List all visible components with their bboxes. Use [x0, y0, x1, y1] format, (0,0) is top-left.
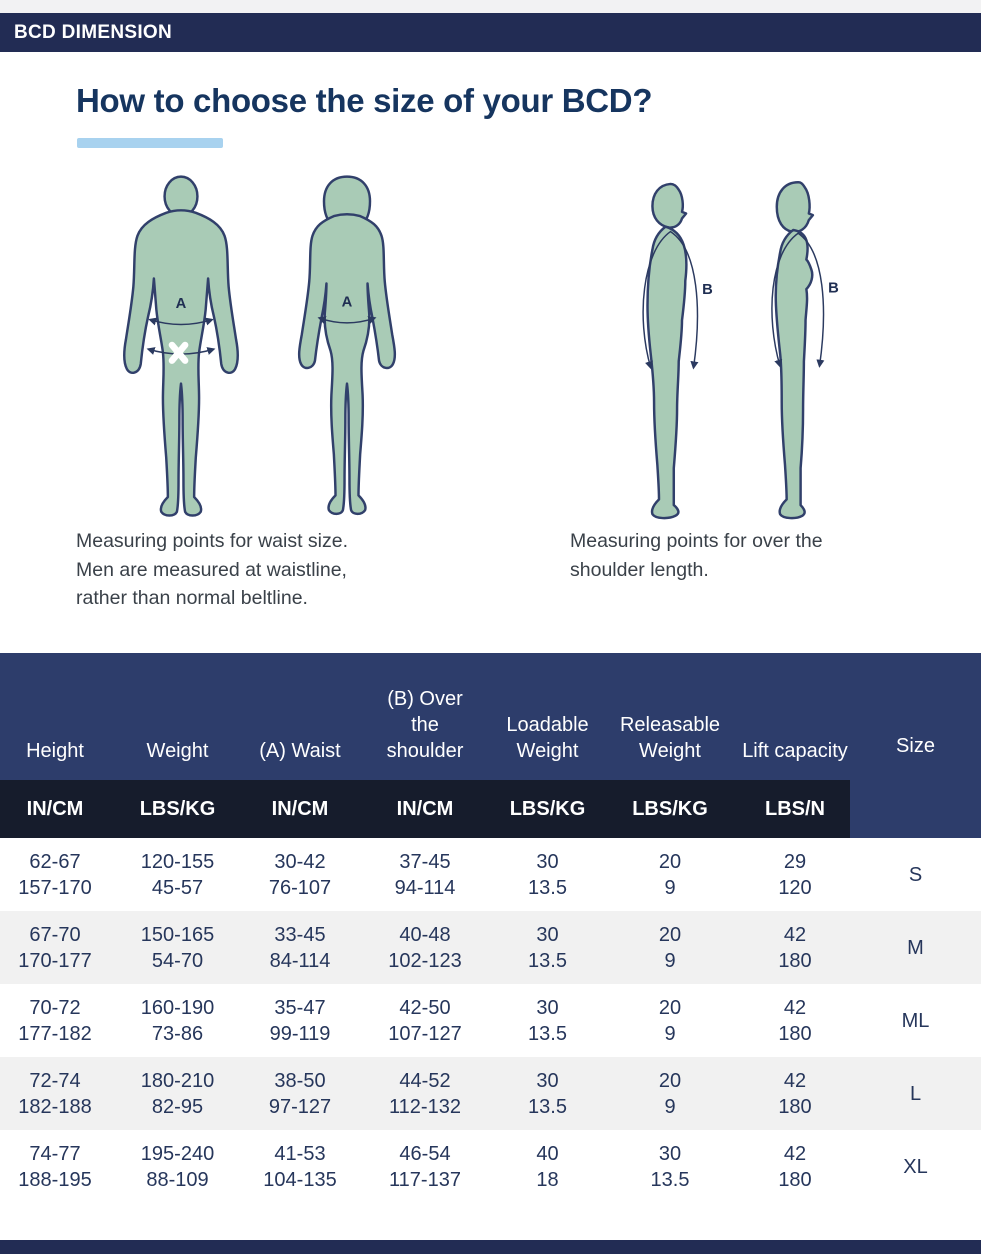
col-header-releasable-weight: Releasable Weight [600, 653, 740, 780]
cell-lift: 42 180 [740, 1057, 850, 1130]
table-row-size-m [0, 911, 981, 984]
side-view-figures [622, 179, 868, 524]
front-view-figures [106, 175, 422, 520]
cell-shoulder: 42-50 107-127 [388, 996, 462, 1045]
cell-size: M [850, 911, 981, 984]
col-header-size: Size [850, 653, 981, 838]
cell-waist: 41-53 104-135 [263, 1142, 337, 1191]
cell-height: 67-70 170-177 [0, 911, 110, 984]
footer-bar [0, 1240, 981, 1254]
cell-waist: 38-50 97-127 [245, 1057, 355, 1130]
waist-measure-label-a: A [341, 294, 353, 311]
measurement-figures [0, 175, 981, 525]
cell-waist: 30-42 76-107 [268, 850, 332, 899]
caption-waist-line: rather than normal beltline. [76, 587, 308, 609]
table-row-size-s [0, 838, 981, 911]
side-male-figure [622, 179, 742, 524]
cell-height: 74-77 188-195 [18, 1142, 92, 1191]
col-header-weight: Weight [110, 653, 245, 780]
col-header-height: Height [0, 653, 110, 780]
cell-weight: 150-165 54-70 [110, 911, 245, 984]
caption-shoulder [570, 527, 910, 584]
front-female-figure [272, 175, 422, 520]
cell-releasable: 20 9 [658, 996, 682, 1045]
cell-size: L [850, 1057, 981, 1130]
cell-lift: 29 120 [778, 850, 812, 899]
unit-weight: LBS/KG [110, 780, 245, 838]
waist-measure-label-a: A [175, 296, 187, 313]
top-strip [0, 0, 981, 13]
page-title: How to choose the size of your BCD? [76, 82, 653, 119]
cell-size: S [908, 863, 923, 886]
cell-height: 70-72 177-182 [18, 996, 92, 1045]
shoulder-measure-label-b: B [828, 280, 839, 297]
cell-shoulder: 46-54 117-137 [389, 1142, 461, 1191]
shoulder-measure-label-b: B [702, 282, 713, 298]
header-bar [0, 13, 981, 52]
cell-waist: 33-45 84-114 [245, 911, 355, 984]
cell-loadable: 30 13.5 [528, 996, 567, 1045]
header-bar-label: BCD DIMENSION [14, 21, 173, 43]
caption-shoulder-line: Measuring points for over the [570, 530, 823, 552]
cell-height: 72-74 182-188 [0, 1057, 110, 1130]
side-female-figure [748, 179, 868, 524]
caption-waist-line: Measuring points for waist size. [76, 530, 349, 552]
table-row-size-l [0, 1057, 981, 1130]
table-row-size-ml [0, 984, 981, 1057]
unit-releasable-weight: LBS/KG [600, 780, 740, 838]
unit-loadable-weight: LBS/KG [495, 780, 600, 838]
unit-shoulder: IN/CM [355, 780, 495, 838]
cell-lift: 42 180 [778, 1142, 812, 1191]
cell-loadable: 30 13.5 [495, 911, 600, 984]
cell-size: XL [903, 1155, 928, 1178]
col-header-loadable-weight: Loadable Weight [495, 653, 600, 780]
front-male-figure [106, 175, 256, 520]
cell-height: 62-67 157-170 [18, 850, 92, 899]
cell-releasable: 20 9 [658, 850, 682, 899]
table-row-size-xl [0, 1130, 981, 1203]
cell-shoulder: 40-48 102-123 [355, 911, 495, 984]
col-header-waist: (A) Waist [245, 653, 355, 780]
table-unit-row [0, 780, 981, 838]
cell-weight: 120-155 45-57 [140, 850, 215, 899]
unit-height: IN/CM [0, 780, 110, 838]
cell-loadable: 30 13.5 [528, 850, 567, 899]
cell-releasable: 20 9 [600, 1057, 740, 1130]
cell-size: ML [901, 1009, 930, 1032]
cell-waist: 35-47 99-119 [269, 996, 331, 1045]
cell-weight: 160-190 73-86 [140, 996, 215, 1045]
cell-shoulder: 37-45 94-114 [394, 850, 456, 899]
unit-lift-capacity: LBS/N [740, 780, 850, 838]
cell-loadable: 30 13.5 [495, 1057, 600, 1130]
table-header-row [0, 653, 981, 780]
title-underline-accent [77, 138, 223, 148]
unit-waist: IN/CM [245, 780, 355, 838]
cell-loadable: 40 18 [536, 1142, 559, 1191]
col-header-shoulder: (B) Over the shoulder [355, 653, 495, 780]
cell-weight: 180-210 82-95 [110, 1057, 245, 1130]
cell-shoulder: 44-52 112-132 [355, 1057, 495, 1130]
cell-lift: 42 180 [778, 996, 812, 1045]
caption-waist-line: Men are measured at waistline, [76, 558, 347, 581]
col-header-lift-capacity: Lift capacity [740, 653, 850, 780]
cell-lift: 42 180 [740, 911, 850, 984]
cell-releasable: 30 13.5 [650, 1142, 690, 1191]
cell-releasable: 20 9 [600, 911, 740, 984]
cell-weight: 195-240 88-109 [140, 1142, 215, 1191]
caption-waist [76, 527, 436, 613]
caption-shoulder-line: shoulder length. [570, 558, 709, 581]
size-table [0, 653, 981, 1203]
